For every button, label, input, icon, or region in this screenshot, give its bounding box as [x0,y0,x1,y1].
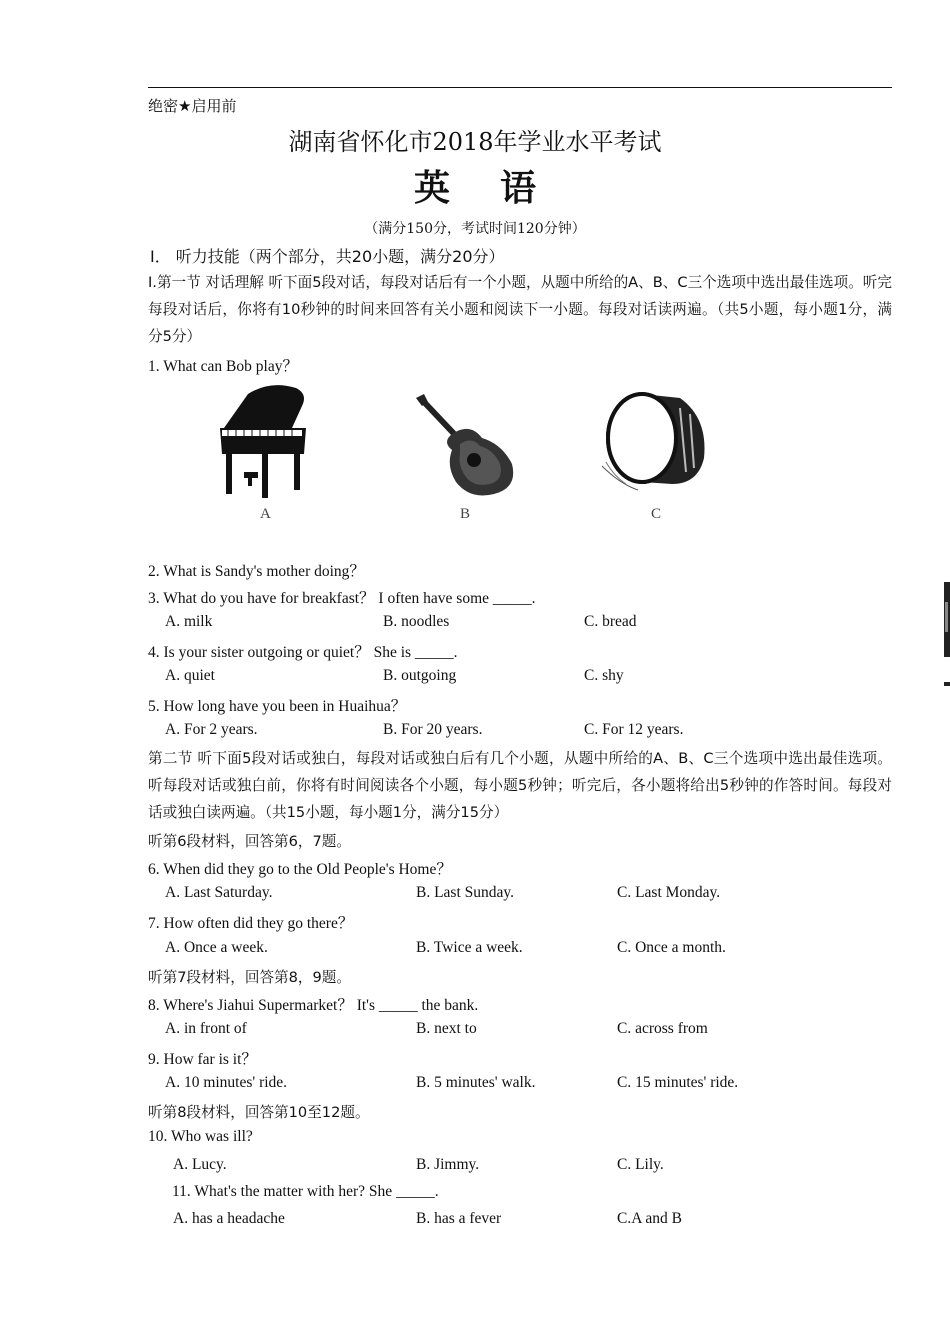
material-8-heading: 听第8段材料，回答第10至12题。 [148,1104,370,1121]
material-7-heading: 听第7段材料，回答第8，9题。 [148,969,351,986]
question-6: 6. When did they go to the Old People's Home？ [148,861,452,878]
q7-option-b: B. Twice a week. [416,939,523,956]
question-4: 4. Is your sister outgoing or quiet？ She is _____. [148,644,458,661]
drum-icon [600,388,712,494]
q6-option-b: B. Last Sunday. [416,884,515,901]
top-rule [148,87,892,88]
question-8: 8. Where's Jiahui Supermarket？ It's _____ the bank. [148,997,479,1014]
part1-heading: Ⅰ． 听力技能（两个部分，共20小题，满分20分） [150,247,505,266]
q8-option-b: B. next to [416,1020,477,1037]
q9-option-b: B. 5 minutes' walk. [416,1074,536,1091]
q9-option-a: A. 10 minutes' ride. [165,1074,288,1091]
section1-instructions: Ⅰ.第一节 对话理解 听下面5段对话，每段对话后有一个小题，从题中所给的A、B、C三个选项中选出最佳选项。听完每段对话后，你将有10秒钟的时间来回答有关小题和阅读下一小题。每段对话读两遍。（共5小题，每小题1分，满分5分） [148,274,892,345]
q6-option-c: C. Last Monday. [617,884,721,901]
image-label-a: A [260,506,271,522]
question-7: 7. How often did they go there？ [148,915,354,932]
section2-instructions: 第二节 听下面5段对话或独白，每段对话或独白后有几个小题，从题中所给的A、B、C三个选项中选出最佳选项。听每段对话或独白前，你将有时间阅读各个小题，每小题5秒钟；听完后，各小题将给出5秒钟的作答时间。每段对话或独白读两遍。（共15小题，每小题1分，满分15分） [148,750,892,821]
q5-option-b: B. For 20 years. [383,721,483,738]
subject-char-1: 英 [413,168,450,209]
q4-option-c: C. shy [584,667,624,684]
q9-option-c: C. 15 minutes' ride. [617,1074,739,1091]
q3-option-c: C. bread [584,613,637,630]
q10-option-c: C. Lily. [617,1156,664,1173]
question-2: 2. What is Sandy's mother doing？ [148,563,365,580]
q4-option-a: A. quiet [165,667,215,684]
q10-option-a: A. Lucy. [173,1156,227,1173]
question-5: 5. How long have you been in Huaihua？ [148,698,407,715]
q11-option-b: B. has a fever [416,1210,502,1227]
question-9: 9. How far is it？ [148,1051,257,1068]
exam-title: 湖南省怀化市2018年学业水平考试 [288,128,662,156]
q6-option-a: A. Last Saturday. [165,884,273,901]
question-1: 1. What can Bob play？ [148,358,298,375]
q7-option-c: C. Once a month. [617,939,726,956]
q11-option-c: C.A and B [617,1210,683,1227]
q7-option-a: A. Once a week. [165,939,268,956]
q3-option-b: B. noodles [383,613,450,630]
q10-option-b: B. Jimmy. [416,1156,480,1173]
q4-option-b: B. outgoing [383,667,457,684]
image-label-b: B [460,506,471,522]
q8-option-c: C. across from [617,1020,708,1037]
exam-meta: （满分150分，考试时间120分钟） [364,221,586,237]
piano-icon [218,384,310,498]
q3-option-a: A. milk [165,613,213,630]
guitar-icon [412,394,518,498]
q5-option-a: A. For 2 years. [165,721,258,738]
q5-option-c: C. For 12 years. [584,721,684,738]
question-10: 10. Who was ill? [148,1128,253,1145]
q8-option-a: A. in front of [165,1020,247,1037]
q11-option-a: A. has a headache [173,1210,285,1227]
question-11: 11. What's the matter with her? She _____. [172,1183,439,1200]
secret-mark: 绝密★启用前 [148,97,237,115]
material-6-heading: 听第6段材料，回答第6，7题。 [148,833,351,850]
question-3: 3. What do you have for breakfast？ I often have some _____. [148,590,536,607]
subject-char-2: 语 [500,168,537,209]
subject-title [0,160,950,211]
image-label-c: C [651,506,662,522]
binding-edge-mark [943,582,950,687]
